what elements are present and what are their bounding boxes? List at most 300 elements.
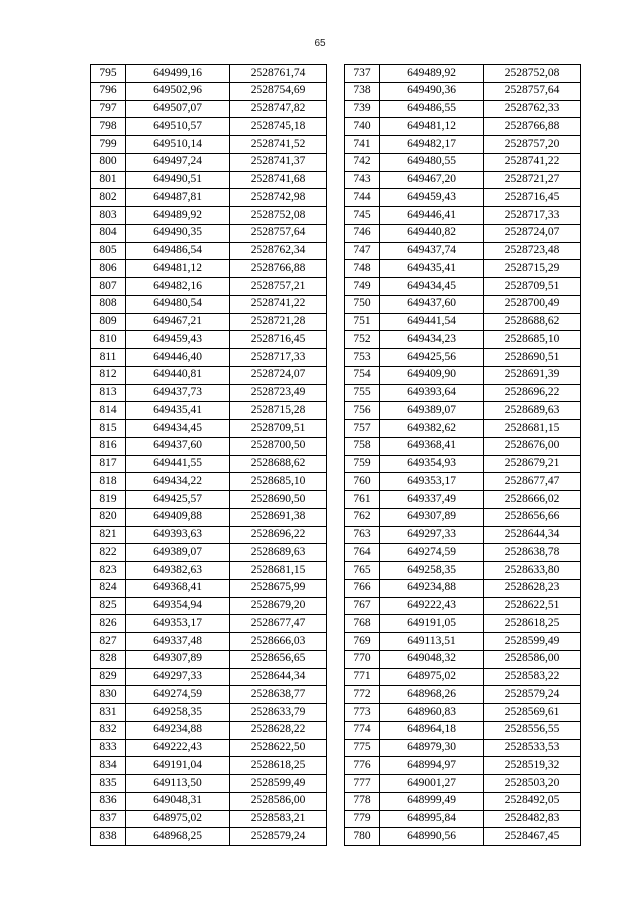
table-row <box>91 526 327 544</box>
point-number-cell: 778 <box>345 792 380 810</box>
y-coordinate-cell: 2528752,08 <box>230 207 327 225</box>
y-coordinate-cell: 2528679,20 <box>230 597 327 615</box>
y-coordinate-cell: 2528766,88 <box>484 118 581 136</box>
x-coordinate-cell: 648990,56 <box>380 828 484 846</box>
point-number-cell: 761 <box>345 491 380 509</box>
table-row <box>91 597 327 615</box>
y-coordinate-cell: 2528717,33 <box>484 207 581 225</box>
table-row <box>345 100 581 118</box>
x-coordinate-cell: 649368,41 <box>380 437 484 455</box>
point-number-cell: 799 <box>91 136 126 154</box>
x-coordinate-cell: 649191,04 <box>126 757 230 775</box>
y-coordinate-cell: 2528689,63 <box>230 544 327 562</box>
y-coordinate-cell: 2528656,65 <box>230 650 327 668</box>
y-coordinate-cell: 2528633,79 <box>230 704 327 722</box>
table-row <box>91 455 327 473</box>
point-number-cell: 817 <box>91 455 126 473</box>
table-row <box>91 668 327 686</box>
point-number-cell: 766 <box>345 579 380 597</box>
x-coordinate-cell: 649467,20 <box>380 171 484 189</box>
table-row <box>91 65 327 83</box>
x-coordinate-cell: 649234,88 <box>380 579 484 597</box>
y-coordinate-cell: 2528599,49 <box>484 633 581 651</box>
table-row <box>91 349 327 367</box>
table-row <box>91 82 327 100</box>
point-number-cell: 770 <box>345 650 380 668</box>
x-coordinate-cell: 648968,26 <box>380 686 484 704</box>
y-coordinate-cell: 2528752,08 <box>484 65 581 83</box>
table-row <box>345 224 581 242</box>
point-number-cell: 796 <box>91 82 126 100</box>
y-coordinate-cell: 2528685,10 <box>230 473 327 491</box>
x-coordinate-cell: 649435,41 <box>126 402 230 420</box>
y-coordinate-cell: 2528583,21 <box>230 810 327 828</box>
table-row <box>91 295 327 313</box>
x-coordinate-cell: 649502,96 <box>126 82 230 100</box>
point-number-cell: 806 <box>91 260 126 278</box>
point-number-cell: 801 <box>91 171 126 189</box>
point-number-cell: 769 <box>345 633 380 651</box>
x-coordinate-cell: 649353,17 <box>126 615 230 633</box>
point-number-cell: 762 <box>345 508 380 526</box>
table-row <box>345 313 581 331</box>
y-coordinate-cell: 2528741,22 <box>484 153 581 171</box>
point-number-cell: 759 <box>345 455 380 473</box>
y-coordinate-cell: 2528677,47 <box>230 615 327 633</box>
point-number-cell: 812 <box>91 366 126 384</box>
table-row <box>345 562 581 580</box>
y-coordinate-cell: 2528741,68 <box>230 171 327 189</box>
y-coordinate-cell: 2528700,50 <box>230 437 327 455</box>
point-number-cell: 774 <box>345 721 380 739</box>
y-coordinate-cell: 2528556,55 <box>484 721 581 739</box>
table-row <box>345 757 581 775</box>
table-row <box>91 260 327 278</box>
table-row <box>91 828 327 846</box>
table-row <box>345 810 581 828</box>
point-number-cell: 808 <box>91 295 126 313</box>
x-coordinate-cell: 649222,43 <box>380 597 484 615</box>
point-number-cell: 767 <box>345 597 380 615</box>
point-number-cell: 775 <box>345 739 380 757</box>
x-coordinate-cell: 649048,31 <box>126 792 230 810</box>
point-number-cell: 835 <box>91 775 126 793</box>
point-number-cell: 758 <box>345 437 380 455</box>
y-coordinate-cell: 2528700,49 <box>484 295 581 313</box>
x-coordinate-cell: 649507,07 <box>126 100 230 118</box>
point-number-cell: 805 <box>91 242 126 260</box>
table-row <box>91 739 327 757</box>
x-coordinate-cell: 649297,33 <box>380 526 484 544</box>
x-coordinate-cell: 649258,35 <box>126 704 230 722</box>
table-row <box>91 100 327 118</box>
y-coordinate-cell: 2528757,64 <box>484 82 581 100</box>
point-number-cell: 742 <box>345 153 380 171</box>
table-row <box>345 544 581 562</box>
x-coordinate-cell: 649510,14 <box>126 136 230 154</box>
point-number-cell: 754 <box>345 366 380 384</box>
point-number-cell: 744 <box>345 189 380 207</box>
x-coordinate-cell: 649409,88 <box>126 508 230 526</box>
point-number-cell: 832 <box>91 721 126 739</box>
point-number-cell: 749 <box>345 278 380 296</box>
point-number-cell: 747 <box>345 242 380 260</box>
x-coordinate-cell: 649482,16 <box>126 278 230 296</box>
x-coordinate-cell: 649393,63 <box>126 526 230 544</box>
table-row <box>345 349 581 367</box>
point-number-cell: 819 <box>91 491 126 509</box>
y-coordinate-cell: 2528715,29 <box>484 260 581 278</box>
y-coordinate-cell: 2528745,18 <box>230 118 327 136</box>
point-number-cell: 834 <box>91 757 126 775</box>
table-row <box>345 686 581 704</box>
y-coordinate-cell: 2528622,50 <box>230 739 327 757</box>
table-row <box>91 508 327 526</box>
y-coordinate-cell: 2528681,15 <box>230 562 327 580</box>
y-coordinate-cell: 2528762,34 <box>230 242 327 260</box>
point-number-cell: 771 <box>345 668 380 686</box>
point-number-cell: 764 <box>345 544 380 562</box>
y-coordinate-cell: 2528579,24 <box>484 686 581 704</box>
x-coordinate-cell: 648975,02 <box>126 810 230 828</box>
y-coordinate-cell: 2528586,00 <box>484 650 581 668</box>
point-number-cell: 755 <box>345 384 380 402</box>
y-coordinate-cell: 2528685,10 <box>484 331 581 349</box>
y-coordinate-cell: 2528622,51 <box>484 597 581 615</box>
point-number-cell: 821 <box>91 526 126 544</box>
y-coordinate-cell: 2528757,21 <box>230 278 327 296</box>
table-row <box>345 721 581 739</box>
x-coordinate-cell: 649446,40 <box>126 349 230 367</box>
x-coordinate-cell: 648968,25 <box>126 828 230 846</box>
y-coordinate-cell: 2528742,98 <box>230 189 327 207</box>
y-coordinate-cell: 2528741,52 <box>230 136 327 154</box>
table-row <box>345 739 581 757</box>
y-coordinate-cell: 2528709,51 <box>230 420 327 438</box>
x-coordinate-cell: 649441,55 <box>126 455 230 473</box>
y-coordinate-cell: 2528628,23 <box>484 579 581 597</box>
point-number-cell: 803 <box>91 207 126 225</box>
y-coordinate-cell: 2528724,07 <box>230 366 327 384</box>
point-number-cell: 741 <box>345 136 380 154</box>
point-number-cell: 746 <box>345 224 380 242</box>
table-row <box>345 491 581 509</box>
y-coordinate-cell: 2528696,22 <box>484 384 581 402</box>
x-coordinate-cell: 649459,43 <box>126 331 230 349</box>
y-coordinate-cell: 2528696,22 <box>230 526 327 544</box>
point-number-cell: 795 <box>91 65 126 83</box>
coordinates-table-left <box>90 64 327 846</box>
table-row <box>345 579 581 597</box>
table-row <box>91 615 327 633</box>
x-coordinate-cell: 649482,17 <box>380 136 484 154</box>
y-coordinate-cell: 2528709,51 <box>484 278 581 296</box>
y-coordinate-cell: 2528467,45 <box>484 828 581 846</box>
y-coordinate-cell: 2528644,34 <box>230 668 327 686</box>
point-number-cell: 814 <box>91 402 126 420</box>
point-number-cell: 828 <box>91 650 126 668</box>
x-coordinate-cell: 648994,97 <box>380 757 484 775</box>
point-number-cell: 820 <box>91 508 126 526</box>
point-number-cell: 824 <box>91 579 126 597</box>
point-number-cell: 765 <box>345 562 380 580</box>
point-number-cell: 822 <box>91 544 126 562</box>
x-coordinate-cell: 649191,05 <box>380 615 484 633</box>
table-row <box>345 153 581 171</box>
y-coordinate-cell: 2528569,61 <box>484 704 581 722</box>
x-coordinate-cell: 649409,90 <box>380 366 484 384</box>
y-coordinate-cell: 2528583,22 <box>484 668 581 686</box>
y-coordinate-cell: 2528677,47 <box>484 473 581 491</box>
table-row <box>345 260 581 278</box>
point-number-cell: 802 <box>91 189 126 207</box>
y-coordinate-cell: 2528628,22 <box>230 721 327 739</box>
x-coordinate-cell: 649001,27 <box>380 775 484 793</box>
y-coordinate-cell: 2528721,27 <box>484 171 581 189</box>
table-row <box>345 118 581 136</box>
x-coordinate-cell: 649434,23 <box>380 331 484 349</box>
y-coordinate-cell: 2528757,20 <box>484 136 581 154</box>
table-row <box>91 207 327 225</box>
x-coordinate-cell: 649048,32 <box>380 650 484 668</box>
y-coordinate-cell: 2528723,49 <box>230 384 327 402</box>
table-row <box>345 633 581 651</box>
x-coordinate-cell: 648975,02 <box>380 668 484 686</box>
table-row <box>91 562 327 580</box>
x-coordinate-cell: 649480,55 <box>380 153 484 171</box>
table-row <box>345 828 581 846</box>
y-coordinate-cell: 2528533,53 <box>484 739 581 757</box>
y-coordinate-cell: 2528691,38 <box>230 508 327 526</box>
table-row <box>345 189 581 207</box>
x-coordinate-cell: 649234,88 <box>126 721 230 739</box>
y-coordinate-cell: 2528618,25 <box>484 615 581 633</box>
x-coordinate-cell: 649113,51 <box>380 633 484 651</box>
x-coordinate-cell: 649489,92 <box>380 65 484 83</box>
table-row <box>345 402 581 420</box>
y-coordinate-cell: 2528618,25 <box>230 757 327 775</box>
table-row <box>345 82 581 100</box>
x-coordinate-cell: 649274,59 <box>380 544 484 562</box>
x-coordinate-cell: 649487,81 <box>126 189 230 207</box>
x-coordinate-cell: 649486,55 <box>380 100 484 118</box>
table-row <box>91 384 327 402</box>
table-row <box>91 775 327 793</box>
x-coordinate-cell: 649434,22 <box>126 473 230 491</box>
point-number-cell: 763 <box>345 526 380 544</box>
y-coordinate-cell: 2528689,63 <box>484 402 581 420</box>
x-coordinate-cell: 649434,45 <box>380 278 484 296</box>
point-number-cell: 827 <box>91 633 126 651</box>
x-coordinate-cell: 649113,50 <box>126 775 230 793</box>
y-coordinate-cell: 2528482,83 <box>484 810 581 828</box>
x-coordinate-cell: 649490,36 <box>380 82 484 100</box>
table-row <box>91 721 327 739</box>
point-number-cell: 813 <box>91 384 126 402</box>
point-number-cell: 748 <box>345 260 380 278</box>
page-number: 65 <box>314 38 326 49</box>
x-coordinate-cell: 649393,64 <box>380 384 484 402</box>
point-number-cell: 756 <box>345 402 380 420</box>
table-row <box>91 704 327 722</box>
y-coordinate-cell: 2528503,20 <box>484 775 581 793</box>
x-coordinate-cell: 648960,83 <box>380 704 484 722</box>
y-coordinate-cell: 2528675,99 <box>230 579 327 597</box>
table-row <box>91 757 327 775</box>
x-coordinate-cell: 649307,89 <box>380 508 484 526</box>
x-coordinate-cell: 649435,41 <box>380 260 484 278</box>
x-coordinate-cell: 649440,81 <box>126 366 230 384</box>
table-row <box>91 171 327 189</box>
y-coordinate-cell: 2528721,28 <box>230 313 327 331</box>
point-number-cell: 811 <box>91 349 126 367</box>
x-coordinate-cell: 649382,62 <box>380 420 484 438</box>
y-coordinate-cell: 2528747,82 <box>230 100 327 118</box>
x-coordinate-cell: 649437,60 <box>126 437 230 455</box>
table-row <box>345 65 581 83</box>
y-coordinate-cell: 2528638,77 <box>230 686 327 704</box>
coordinates-table-right <box>344 64 581 846</box>
y-coordinate-cell: 2528633,80 <box>484 562 581 580</box>
y-coordinate-cell: 2528715,28 <box>230 402 327 420</box>
y-coordinate-cell: 2528754,69 <box>230 82 327 100</box>
point-number-cell: 838 <box>91 828 126 846</box>
y-coordinate-cell: 2528679,21 <box>484 455 581 473</box>
table-row <box>345 242 581 260</box>
table-row <box>91 313 327 331</box>
point-number-cell: 777 <box>345 775 380 793</box>
table-row <box>345 704 581 722</box>
table-row <box>345 668 581 686</box>
table-row <box>345 295 581 313</box>
table-row <box>91 278 327 296</box>
y-coordinate-cell: 2528492,05 <box>484 792 581 810</box>
table-row <box>91 136 327 154</box>
x-coordinate-cell: 649389,07 <box>380 402 484 420</box>
table-row <box>345 366 581 384</box>
point-number-cell: 779 <box>345 810 380 828</box>
x-coordinate-cell: 649354,94 <box>126 597 230 615</box>
x-coordinate-cell: 649497,24 <box>126 153 230 171</box>
point-number-cell: 816 <box>91 437 126 455</box>
point-number-cell: 760 <box>345 473 380 491</box>
table-row <box>91 437 327 455</box>
x-coordinate-cell: 649297,33 <box>126 668 230 686</box>
table-row <box>91 650 327 668</box>
table-row <box>345 597 581 615</box>
y-coordinate-cell: 2528690,51 <box>484 349 581 367</box>
y-coordinate-cell: 2528717,33 <box>230 349 327 367</box>
y-coordinate-cell: 2528586,00 <box>230 792 327 810</box>
table-row <box>91 366 327 384</box>
table-row <box>345 384 581 402</box>
table-row <box>345 420 581 438</box>
y-coordinate-cell: 2528656,66 <box>484 508 581 526</box>
table-row <box>345 615 581 633</box>
y-coordinate-cell: 2528741,22 <box>230 295 327 313</box>
point-number-cell: 772 <box>345 686 380 704</box>
y-coordinate-cell: 2528741,37 <box>230 153 327 171</box>
point-number-cell: 826 <box>91 615 126 633</box>
x-coordinate-cell: 649481,12 <box>126 260 230 278</box>
x-coordinate-cell: 649486,54 <box>126 242 230 260</box>
x-coordinate-cell: 649353,17 <box>380 473 484 491</box>
y-coordinate-cell: 2528579,24 <box>230 828 327 846</box>
table-row <box>91 224 327 242</box>
x-coordinate-cell: 649489,92 <box>126 207 230 225</box>
table-row <box>345 437 581 455</box>
point-number-cell: 800 <box>91 153 126 171</box>
x-coordinate-cell: 649382,63 <box>126 562 230 580</box>
point-number-cell: 798 <box>91 118 126 136</box>
x-coordinate-cell: 649437,74 <box>380 242 484 260</box>
x-coordinate-cell: 649425,57 <box>126 491 230 509</box>
table-row <box>91 402 327 420</box>
y-coordinate-cell: 2528638,78 <box>484 544 581 562</box>
x-coordinate-cell: 649490,35 <box>126 224 230 242</box>
point-number-cell: 831 <box>91 704 126 722</box>
table-row <box>345 207 581 225</box>
table-row <box>91 491 327 509</box>
y-coordinate-cell: 2528766,88 <box>230 260 327 278</box>
x-coordinate-cell: 649258,35 <box>380 562 484 580</box>
x-coordinate-cell: 649222,43 <box>126 739 230 757</box>
point-number-cell: 780 <box>345 828 380 846</box>
y-coordinate-cell: 2528724,07 <box>484 224 581 242</box>
y-coordinate-cell: 2528644,34 <box>484 526 581 544</box>
x-coordinate-cell: 649354,93 <box>380 455 484 473</box>
point-number-cell: 752 <box>345 331 380 349</box>
y-coordinate-cell: 2528690,50 <box>230 491 327 509</box>
table-row <box>91 153 327 171</box>
point-number-cell: 836 <box>91 792 126 810</box>
y-coordinate-cell: 2528666,03 <box>230 633 327 651</box>
y-coordinate-cell: 2528519,32 <box>484 757 581 775</box>
table-row <box>91 579 327 597</box>
table-row <box>345 136 581 154</box>
point-number-cell: 829 <box>91 668 126 686</box>
point-number-cell: 833 <box>91 739 126 757</box>
point-number-cell: 745 <box>345 207 380 225</box>
point-number-cell: 815 <box>91 420 126 438</box>
x-coordinate-cell: 649434,45 <box>126 420 230 438</box>
y-coordinate-cell: 2528723,48 <box>484 242 581 260</box>
table-row <box>91 189 327 207</box>
x-coordinate-cell: 649510,57 <box>126 118 230 136</box>
y-coordinate-cell: 2528716,45 <box>230 331 327 349</box>
x-coordinate-cell: 648964,18 <box>380 721 484 739</box>
x-coordinate-cell: 649425,56 <box>380 349 484 367</box>
y-coordinate-cell: 2528666,02 <box>484 491 581 509</box>
x-coordinate-cell: 649437,73 <box>126 384 230 402</box>
table-row <box>345 473 581 491</box>
x-coordinate-cell: 649499,16 <box>126 65 230 83</box>
point-number-cell: 768 <box>345 615 380 633</box>
point-number-cell: 737 <box>345 65 380 83</box>
x-coordinate-cell: 649467,21 <box>126 313 230 331</box>
x-coordinate-cell: 649389,07 <box>126 544 230 562</box>
table-row <box>91 686 327 704</box>
point-number-cell: 743 <box>345 171 380 189</box>
y-coordinate-cell: 2528761,74 <box>230 65 327 83</box>
point-number-cell: 797 <box>91 100 126 118</box>
x-coordinate-cell: 649441,54 <box>380 313 484 331</box>
point-number-cell: 750 <box>345 295 380 313</box>
point-number-cell: 830 <box>91 686 126 704</box>
y-coordinate-cell: 2528599,49 <box>230 775 327 793</box>
point-number-cell: 738 <box>345 82 380 100</box>
y-coordinate-cell: 2528691,39 <box>484 366 581 384</box>
